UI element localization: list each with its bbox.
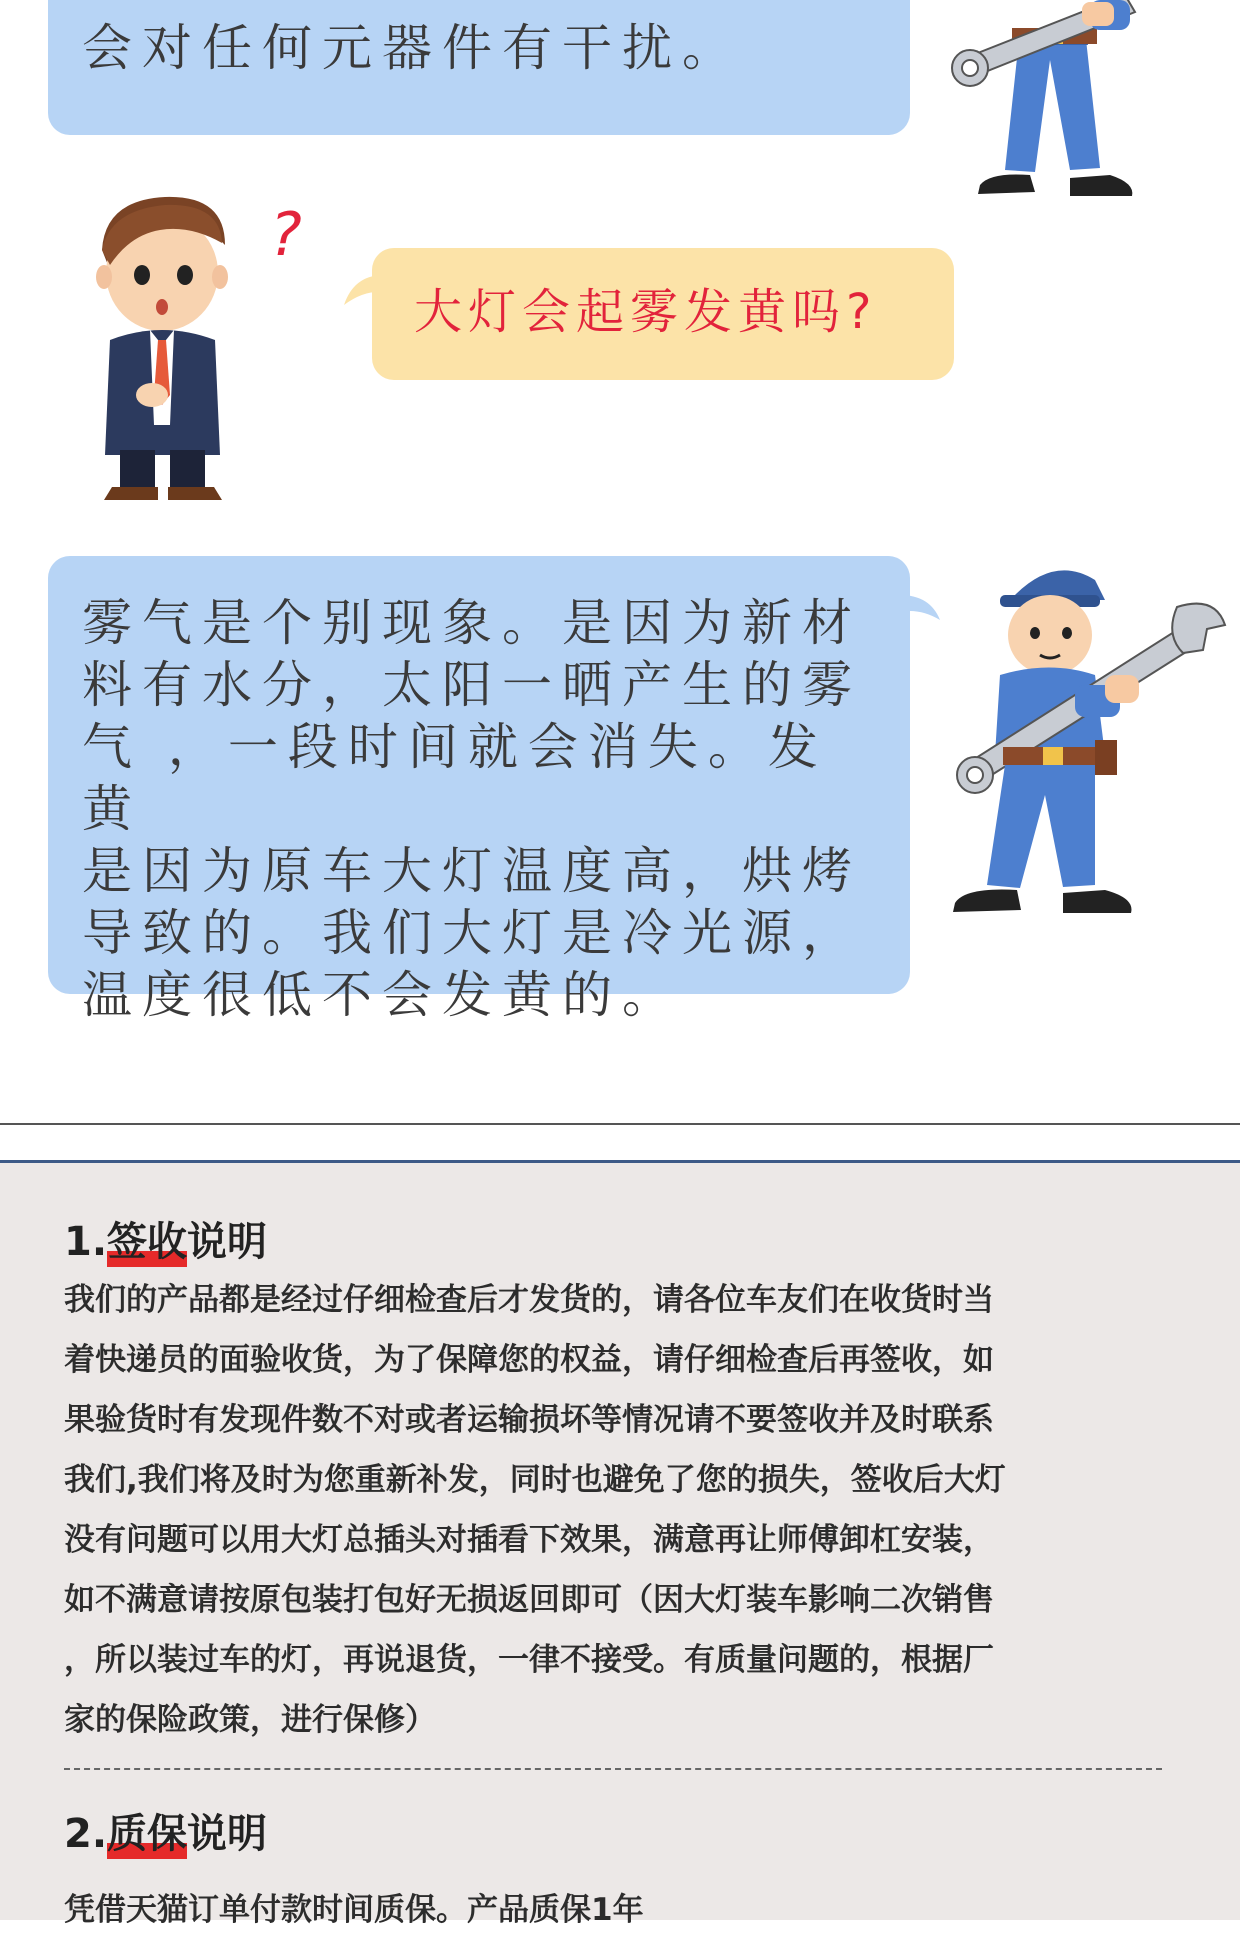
section-body-warranty: 凭借天猫订单付款时间质保。产品质保1年: [64, 1892, 644, 1928]
title-highlight: 签收: [107, 1219, 188, 1265]
divider-line: [0, 1123, 1240, 1125]
answer-bubble-2: [48, 556, 910, 1024]
title-highlight: 质保: [107, 1811, 188, 1857]
section-title-signing: [64, 1210, 267, 1267]
dashed-separator: [64, 1768, 1162, 1770]
worker-with-wrench-figure: [950, 0, 1190, 215]
section-title-warranty: [64, 1802, 267, 1859]
section-number: 1.: [64, 1219, 108, 1265]
title-rest: 说明: [187, 1219, 268, 1265]
worker-with-wrench-figure: [945, 555, 1240, 920]
answer-bubble-1: [48, 0, 910, 135]
answer-1-text: 会对任何元器件有干扰。: [82, 19, 742, 77]
answer-2-text: 雾气是个别现象。是因为新材 料有水分，太阳一晒产生的雾 气 ，一段时间就会消失。发黄 是因为原车大灯温度高，烘烤 导致的。我们大灯是冷光源， 温度很低不会发黄的。: [82, 594, 862, 1024]
title-rest: 说明: [187, 1811, 268, 1857]
section-number: 2.: [64, 1811, 108, 1857]
question-text: 大灯会起雾发黄吗?: [414, 284, 878, 340]
question-mark-icon: ?: [270, 200, 302, 270]
question-bubble: [372, 248, 954, 380]
section-body-signing: 我们的产品都是经过仔细检查后才发货的，请各位车友们在收货时当 着快递员的面验收货，为了保障您的权益，请仔细检查后再签收，如 果验货时有发现件数不对或者运输损坏等情况请不要签收并及时联系 我们,我们将及时为您重新补发，同时也避免了您的损失，签收后大灯 没有问题可以用大灯总插头对插看下效果，满意再让师傅卸杠安装， 如不满意请按原包装打包好无损返回即可（因大灯装车影响二次销售 ，所以装过车的灯，再说退货，一律不接受。有质量问题的，根据厂 家的保险政策，进行保修）: [64, 1282, 1006, 1738]
businessman-figure: [90, 195, 320, 500]
